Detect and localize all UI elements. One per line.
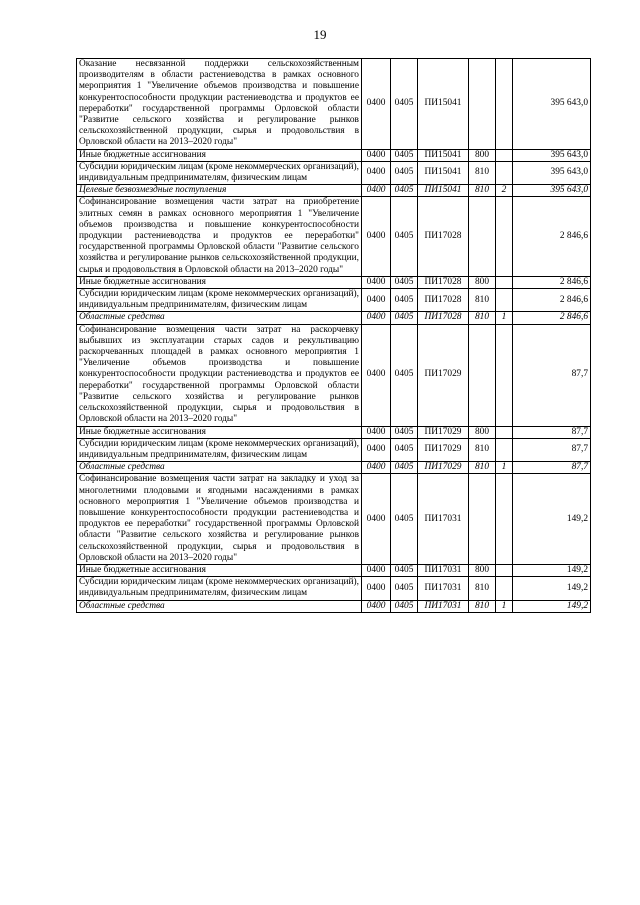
row-grbs-code: 0400 — [362, 185, 391, 197]
row-amount: 149,2 — [513, 577, 591, 600]
row-expense-type-code: 800 — [469, 564, 496, 576]
row-source-code — [496, 59, 513, 150]
row-section-code: 0405 — [391, 185, 418, 197]
row-grbs-code: 0400 — [362, 438, 391, 461]
table-row — [77, 577, 591, 600]
row-grbs-code: 0400 — [362, 564, 391, 576]
table-row — [77, 197, 591, 276]
row-section-code: 0405 — [391, 600, 418, 612]
row-expense-type-code: 810 — [469, 577, 496, 600]
row-description: Иные бюджетные ассигнования — [77, 276, 362, 288]
row-section-code: 0405 — [391, 312, 418, 324]
row-section-code: 0405 — [391, 474, 418, 565]
row-amount: 149,2 — [513, 564, 591, 576]
row-description: Субсидии юридическим лицам (кроме некоммерческих организаций), индивидуальным предпринимателям, физическим лицам — [77, 161, 362, 184]
row-target-article-code: ПИ15041 — [418, 185, 469, 197]
row-expense-type-code: 810 — [469, 289, 496, 312]
table-row — [77, 462, 591, 474]
row-expense-type-code: 800 — [469, 149, 496, 161]
row-description: Субсидии юридическим лицам (кроме некоммерческих организаций), индивидуальным предпринимателям, физическим лицам — [77, 289, 362, 312]
row-target-article-code: ПИ17028 — [418, 197, 469, 276]
table-row — [77, 59, 591, 150]
row-expense-type-code — [469, 324, 496, 426]
row-target-article-code: ПИ15041 — [418, 149, 469, 161]
row-description: Иные бюджетные ассигнования — [77, 149, 362, 161]
row-target-article-code: ПИ17031 — [418, 564, 469, 576]
row-section-code: 0405 — [391, 276, 418, 288]
row-grbs-code: 0400 — [362, 312, 391, 324]
row-grbs-code: 0400 — [362, 197, 391, 276]
row-description: Оказание несвязанной поддержки сельскохозяйственным производителям в области растениеводства в рамках основного мероприятия 1 "Увеличение объемов производства и повышение конкурентоспособности продукции растениеводства и продуктов ее переработки" государственной программы Орловской области "Развитие сельского хозяйства и регулирование рынков сельскохозяйственной продукции, сырья и продовольствия в Орловской области на 2013–2020 годы" — [77, 59, 362, 150]
row-description: Областные средства — [77, 600, 362, 612]
row-section-code: 0405 — [391, 59, 418, 150]
table-row — [77, 474, 591, 565]
table-row — [77, 276, 591, 288]
row-source-code — [496, 324, 513, 426]
row-section-code: 0405 — [391, 426, 418, 438]
row-section-code: 0405 — [391, 438, 418, 461]
table-row — [77, 312, 591, 324]
table-row — [77, 161, 591, 184]
row-grbs-code: 0400 — [362, 276, 391, 288]
row-amount: 87,7 — [513, 438, 591, 461]
row-expense-type-code: 810 — [469, 438, 496, 461]
row-grbs-code: 0400 — [362, 161, 391, 184]
row-grbs-code: 0400 — [362, 426, 391, 438]
row-expense-type-code — [469, 474, 496, 565]
budget-table-body — [77, 59, 591, 613]
row-target-article-code: ПИ17029 — [418, 438, 469, 461]
row-target-article-code: ПИ17031 — [418, 474, 469, 565]
table-row — [77, 426, 591, 438]
row-grbs-code: 0400 — [362, 324, 391, 426]
row-grbs-code: 0400 — [362, 149, 391, 161]
row-source-code — [496, 426, 513, 438]
row-source-code: 1 — [496, 462, 513, 474]
row-expense-type-code: 800 — [469, 426, 496, 438]
row-amount: 2 846,6 — [513, 289, 591, 312]
row-source-code: 2 — [496, 185, 513, 197]
row-grbs-code: 0400 — [362, 600, 391, 612]
row-expense-type-code: 810 — [469, 161, 496, 184]
row-amount: 395 643,0 — [513, 149, 591, 161]
table-row — [77, 324, 591, 426]
row-amount: 87,7 — [513, 462, 591, 474]
row-target-article-code: ПИ17028 — [418, 312, 469, 324]
table-row — [77, 149, 591, 161]
row-source-code — [496, 197, 513, 276]
row-description: Софинансирование возмещения части затрат на закладку и уход за многолетними плодовыми и ягодными насаждениями в рамках основного мероприятия 1 "Увеличение объемов производства и повышение конкурентоспособности продукции растениеводства и продуктов ее переработки" государственной программы Орловской области "Развитие сельского хозяйства и регулирование рынков сельскохозяйственной продукции, сырья и продовольствия в Орловской области на 2013–2020 годы" — [77, 474, 362, 565]
row-expense-type-code: 800 — [469, 276, 496, 288]
row-description: Иные бюджетные ассигнования — [77, 564, 362, 576]
row-grbs-code: 0400 — [362, 59, 391, 150]
row-expense-type-code: 810 — [469, 312, 496, 324]
row-source-code: 1 — [496, 312, 513, 324]
row-description: Субсидии юридическим лицам (кроме некоммерческих организаций), индивидуальным предпринимателям, физическим лицам — [77, 438, 362, 461]
table-row — [77, 289, 591, 312]
row-section-code: 0405 — [391, 324, 418, 426]
row-source-code: 1 — [496, 600, 513, 612]
row-description: Софинансирование возмещения части затрат на приобретение элитных семян в рамках основного мероприятия 1 "Увеличение объемов производства и повышение конкурентоспособности продукции растениеводства и продуктов ее переработки" государственной программы Орловской области "Развитие сельского хозяйства и регулирование рынков сельскохозяйственной продукции, сырья и продовольствия в Орловской области на 2013–2020 годы" — [77, 197, 362, 276]
row-amount: 87,7 — [513, 426, 591, 438]
row-section-code: 0405 — [391, 564, 418, 576]
row-section-code: 0405 — [391, 149, 418, 161]
row-amount: 395 643,0 — [513, 185, 591, 197]
table-row — [77, 564, 591, 576]
row-source-code — [496, 438, 513, 461]
row-amount: 149,2 — [513, 600, 591, 612]
row-expense-type-code: 810 — [469, 600, 496, 612]
row-expense-type-code — [469, 197, 496, 276]
row-section-code: 0405 — [391, 289, 418, 312]
table-row — [77, 438, 591, 461]
row-expense-type-code: 810 — [469, 462, 496, 474]
row-amount: 2 846,6 — [513, 276, 591, 288]
row-description: Целевые безвозмездные поступления — [77, 185, 362, 197]
row-amount: 2 846,6 — [513, 312, 591, 324]
row-amount: 87,7 — [513, 324, 591, 426]
row-source-code — [496, 289, 513, 312]
page-number: 19 — [313, 27, 327, 42]
row-source-code — [496, 577, 513, 600]
row-expense-type-code — [469, 59, 496, 150]
row-source-code — [496, 149, 513, 161]
row-source-code — [496, 276, 513, 288]
row-target-article-code: ПИ17029 — [418, 462, 469, 474]
row-description: Областные средства — [77, 312, 362, 324]
table-row — [77, 185, 591, 197]
row-target-article-code: ПИ15041 — [418, 59, 469, 150]
row-expense-type-code: 810 — [469, 185, 496, 197]
row-target-article-code: ПИ17031 — [418, 577, 469, 600]
row-amount: 395 643,0 — [513, 161, 591, 184]
row-grbs-code: 0400 — [362, 462, 391, 474]
row-description: Субсидии юридическим лицам (кроме некоммерческих организаций), индивидуальным предпринимателям, физическим лицам — [77, 577, 362, 600]
budget-table — [76, 58, 591, 613]
row-target-article-code: ПИ17029 — [418, 426, 469, 438]
row-section-code: 0405 — [391, 577, 418, 600]
row-source-code — [496, 474, 513, 565]
row-grbs-code: 0400 — [362, 289, 391, 312]
row-target-article-code: ПИ17029 — [418, 324, 469, 426]
row-description: Софинансирование возмещения части затрат на раскорчевку выбывших из эксплуатации старых садов и рекультивацию раскорчеванных площадей в рамках основного мероприятия 1 "Увеличение объемов производства и повышение конкурентоспособности продукции растениеводства и продуктов ее переработки" государственной программы Орловской области "Развитие сельского хозяйства и регулирование рынков сельскохозяйственной продукции, сырья и продовольствия в Орловской области на 2013–2020 годы" — [77, 324, 362, 426]
row-amount: 2 846,6 — [513, 197, 591, 276]
row-section-code: 0405 — [391, 197, 418, 276]
row-description: Иные бюджетные ассигнования — [77, 426, 362, 438]
row-amount: 395 643,0 — [513, 59, 591, 150]
row-section-code: 0405 — [391, 462, 418, 474]
row-target-article-code: ПИ17028 — [418, 276, 469, 288]
row-section-code: 0405 — [391, 161, 418, 184]
row-grbs-code: 0400 — [362, 474, 391, 565]
row-source-code — [496, 564, 513, 576]
row-target-article-code: ПИ17028 — [418, 289, 469, 312]
table-row — [77, 600, 591, 612]
row-amount: 149,2 — [513, 474, 591, 565]
row-target-article-code: ПИ15041 — [418, 161, 469, 184]
row-description: Областные средства — [77, 462, 362, 474]
row-grbs-code: 0400 — [362, 577, 391, 600]
row-source-code — [496, 161, 513, 184]
row-target-article-code: ПИ17031 — [418, 600, 469, 612]
